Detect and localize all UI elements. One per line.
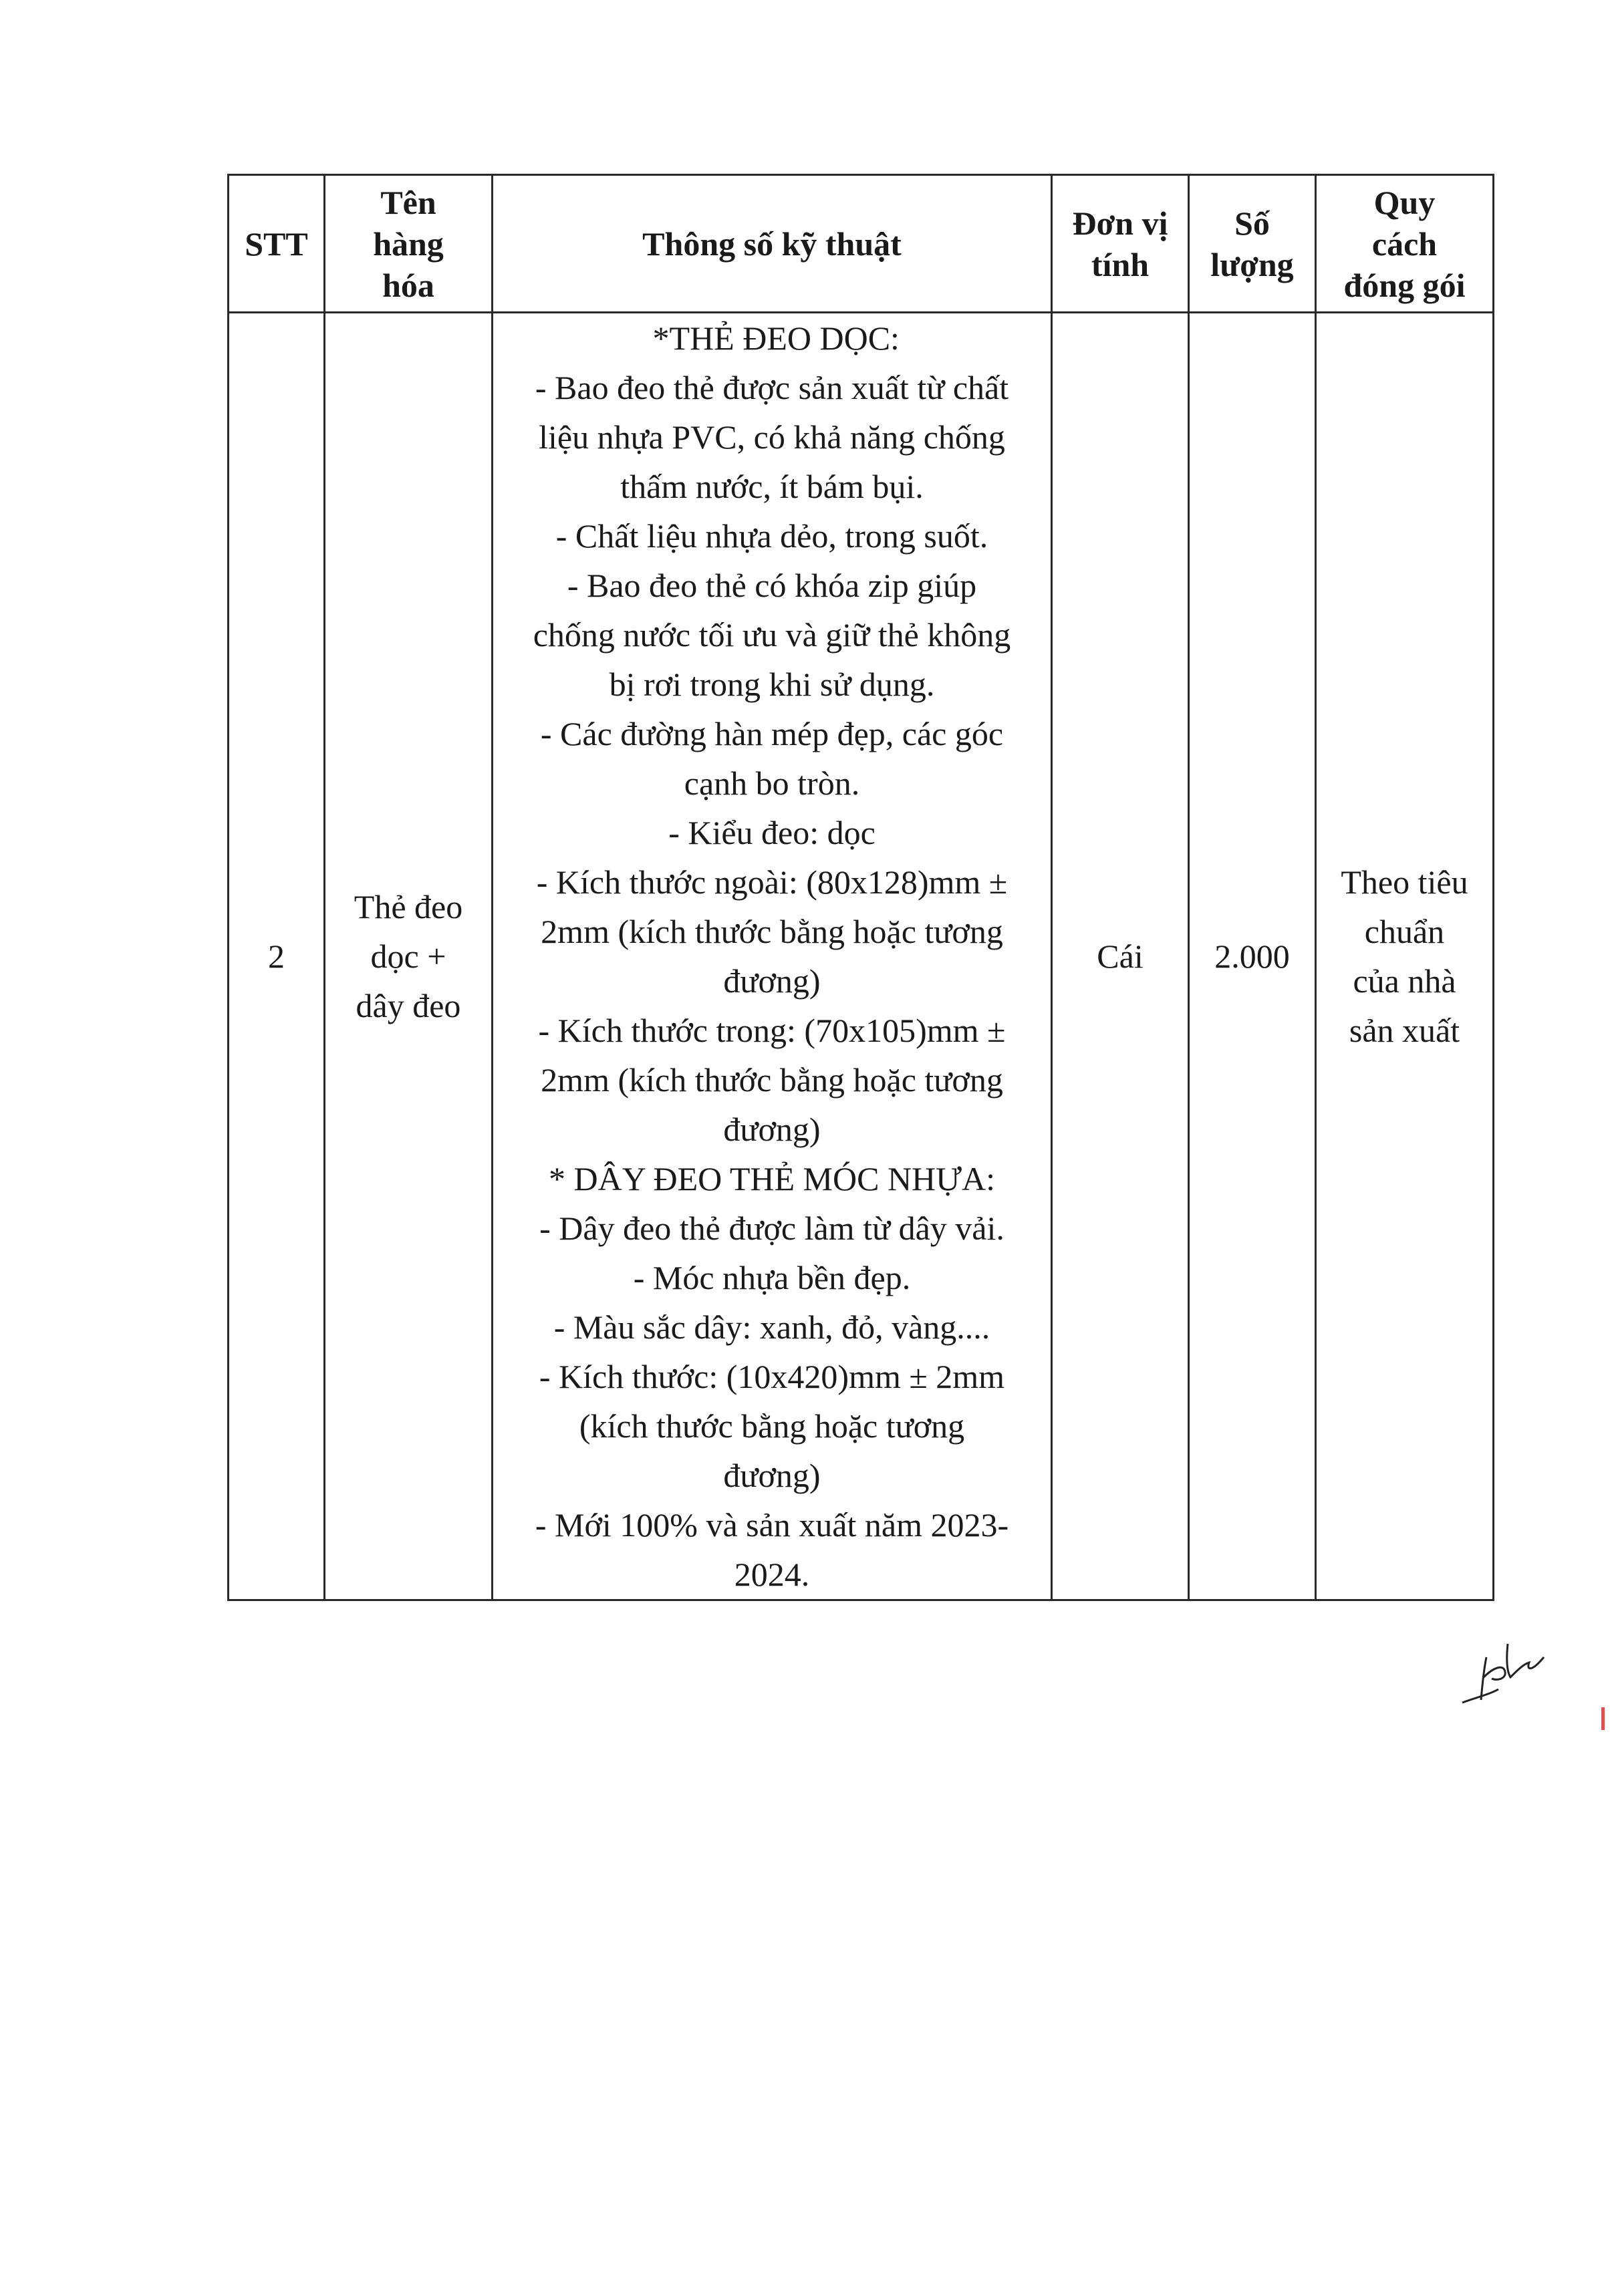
header-stt: STT — [229, 175, 325, 313]
spec-line: chống nước tối ưu và giữ thẻ không — [533, 616, 1011, 654]
row-pack-line: Theo tiêu — [1341, 863, 1468, 901]
header-name-line: Tên — [380, 183, 436, 221]
spec-line: - Kích thước ngoài: (80x128)mm ± — [536, 863, 1008, 901]
spec-line: - Kích thước trong: (70x105)mm ± — [538, 1012, 1006, 1049]
spec-line: - Màu sắc dây: xanh, đỏ, vàng.... — [553, 1308, 990, 1346]
row-unit: Cái — [1052, 313, 1189, 1600]
header-unit-line: tính — [1091, 245, 1150, 283]
header-unit — [1052, 175, 1189, 313]
row-pack-line: sản xuất — [1349, 1012, 1460, 1049]
row-pack — [1316, 313, 1494, 1600]
row-name-line: dây đeo — [356, 987, 461, 1024]
spec-line: - Móc nhựa bền đẹp. — [633, 1259, 911, 1296]
header-spec: Thông số kỹ thuật — [493, 175, 1052, 313]
spec-line: đương) — [723, 1457, 821, 1494]
spec-line: 2024. — [734, 1556, 810, 1593]
header-unit-line: Đơn vị — [1072, 204, 1168, 242]
header-name-line: hóa — [382, 266, 434, 304]
spec-line: cạnh bo tròn. — [684, 764, 860, 802]
header-qty — [1189, 175, 1316, 313]
header-qty-line: lượng — [1210, 245, 1294, 283]
row-spec — [493, 313, 1052, 1600]
spec-line: - Chất liệu nhựa dẻo, trong suốt. — [555, 517, 988, 555]
spec-line: - Kiểu đeo: dọc — [668, 814, 876, 851]
stamp-edge-mark — [1601, 1707, 1605, 1730]
spec-line: 2mm (kích thước bằng hoặc tương — [541, 1061, 1003, 1099]
row-name-line: Thẻ đeo — [354, 888, 463, 925]
spec-line: - Dây đeo thẻ được làm từ dây vải. — [539, 1209, 1004, 1247]
spec-line: liệu nhựa PVC, có khả năng chống — [539, 418, 1005, 456]
spec-line: 2mm (kích thước bằng hoặc tương — [541, 913, 1003, 950]
table-row — [229, 313, 1494, 1600]
header-pack-line: cách — [1371, 225, 1438, 263]
spec-line: - Bao đeo thẻ được sản xuất từ chất — [535, 369, 1009, 406]
header-row — [229, 175, 1494, 313]
row-stt: 2 — [229, 313, 325, 1600]
header-qty-line: Số — [1234, 204, 1270, 242]
header-name — [325, 175, 493, 313]
header-pack — [1316, 175, 1494, 313]
row-pack-line: chuẩn — [1364, 913, 1445, 950]
row-pack-line: của nhà — [1353, 962, 1456, 1000]
spec-line: thấm nước, ít bám bụi. — [620, 468, 924, 505]
spec-line: đương) — [723, 1111, 821, 1148]
row-qty: 2.000 — [1189, 313, 1316, 1600]
row-name — [325, 313, 493, 1600]
row-name-line: dọc + — [370, 938, 446, 975]
spec-line: (kích thước bằng hoặc tương — [579, 1407, 965, 1445]
spec-line: - Kích thước: (10x420)mm ± 2mm — [539, 1358, 1005, 1395]
spec-line: * DÂY ĐEO THẺ MÓC NHỰA: — [549, 1160, 995, 1197]
handwritten-signature — [1457, 1630, 1551, 1711]
header-name-line: hàng — [373, 225, 444, 263]
spec-line: - Các đường hàn mép đẹp, các góc — [540, 715, 1004, 752]
spec-line: - Mới 100% và sản xuất năm 2023- — [535, 1506, 1009, 1544]
spec-line: đương) — [723, 962, 821, 1000]
header-pack-line: Quy — [1373, 183, 1436, 221]
spec-line: - Bao đeo thẻ có khóa zip giúp — [567, 567, 977, 604]
specification-table — [227, 174, 1494, 1601]
spec-line: bị rơi trong khi sử dụng. — [609, 666, 935, 703]
spec-line: *THẺ ĐEO DỌC: — [644, 319, 900, 357]
header-pack-line: đóng gói — [1343, 266, 1466, 304]
